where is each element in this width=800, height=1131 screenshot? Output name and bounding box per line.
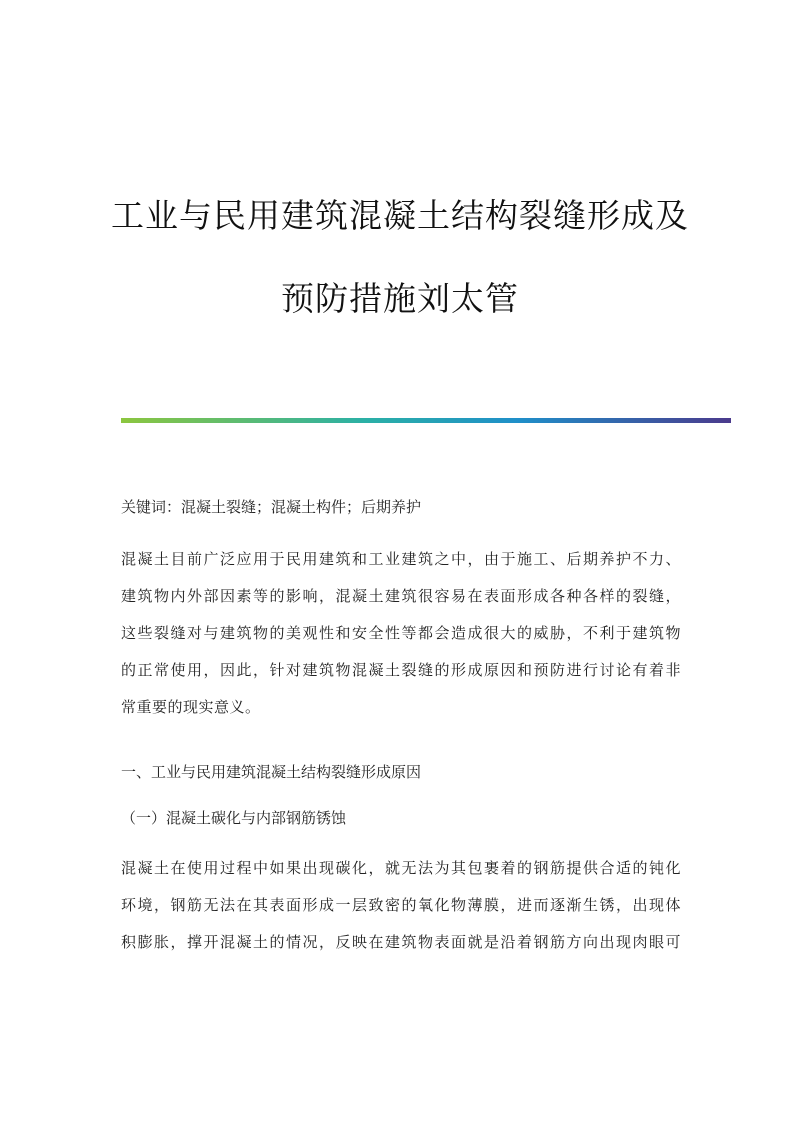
paragraph-intro xyxy=(121,541,681,726)
paragraph-line: 建筑物内外部因素等的影响，混凝土建筑很容易在表面形成各种各样的裂缝， xyxy=(121,587,681,605)
paragraph-line: 混凝土在使用过程中如果出现碳化，就无法为其包裹着的钢筋提供合适的钝化 xyxy=(121,859,681,877)
paragraph-carbonation xyxy=(121,850,681,961)
document-title-line-2: 预防措施刘太管 xyxy=(281,279,519,318)
paragraph-line: 积膨胀，撑开混凝土的情况，反映在建筑物表面就是沿着钢筋方向出现肉眼可 xyxy=(121,933,681,951)
keywords-line: 关键词：混凝土裂缝；混凝土构件；后期养护 xyxy=(121,498,422,516)
paragraph-line: 这些裂缝对与建筑物的美观性和安全性等都会造成很大的威胁，不利于建筑物 xyxy=(121,624,681,642)
paragraph-line: 环境，钢筋无法在其表面形成一层致密的氧化物薄膜，进而逐渐生锈，出现体 xyxy=(121,896,681,914)
title-divider xyxy=(121,418,731,423)
paragraph-line: 常重要的现实意义。 xyxy=(121,698,261,716)
document-title-line-1: 工业与民用建筑混凝土结构裂缝形成及 xyxy=(111,196,689,235)
paragraph-line: 混凝土目前广泛应用于民用建筑和工业建筑之中，由于施工、后期养护不力、 xyxy=(121,550,681,568)
section-heading: 一、工业与民用建筑混凝土结构裂缝形成原因 xyxy=(121,763,422,781)
subsection-heading: （一）混凝土碳化与内部钢筋锈蚀 xyxy=(121,809,347,827)
paragraph-line: 的正常使用，因此，针对建筑物混凝土裂缝的形成原因和预防进行讨论有着非 xyxy=(121,661,681,679)
